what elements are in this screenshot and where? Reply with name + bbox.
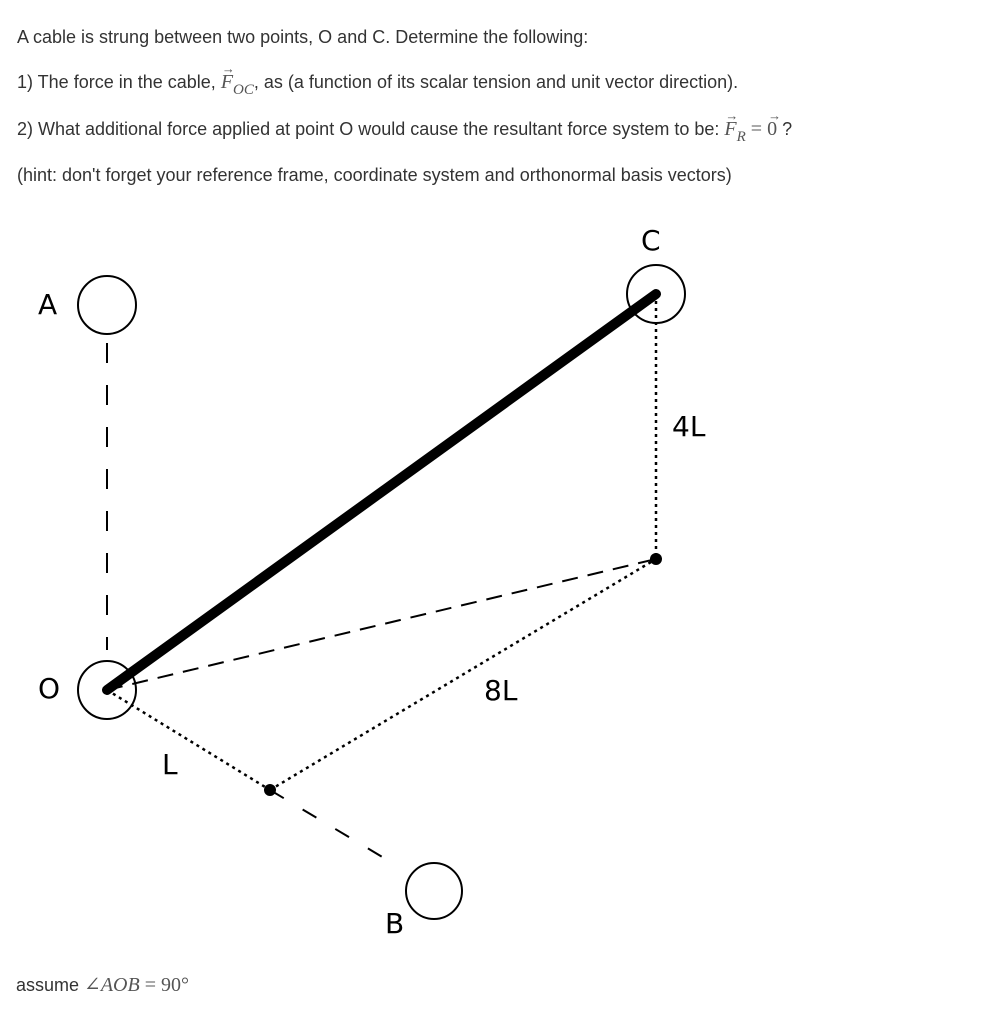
angle-expression <box>84 974 189 996</box>
label-4l: 4L <box>672 410 706 443</box>
angle-name: AOB <box>100 974 140 996</box>
cable-oc <box>107 294 656 690</box>
angle-value: 90° <box>160 974 189 996</box>
cable-diagram <box>0 200 993 960</box>
resultant-equation <box>724 118 778 145</box>
question-2 <box>17 118 793 145</box>
label-l: L <box>162 748 178 781</box>
angle-icon: ∠ <box>84 974 101 996</box>
question-1 <box>17 71 739 98</box>
angle-equals: = <box>144 974 156 996</box>
label-a: A <box>38 288 58 321</box>
question-1-text: 1) The force in the cable, <box>17 72 216 92</box>
question-mark: ? <box>782 119 793 139</box>
axis-ob-dashed <box>270 790 384 858</box>
zero-vector: → 0 <box>767 118 777 140</box>
offset-point-dot <box>264 784 276 796</box>
force-symbol: → F <box>221 71 233 93</box>
equals-sign: = <box>750 118 763 140</box>
label-b: B <box>385 907 405 940</box>
resultant-symbol: → F <box>724 118 736 140</box>
question-1-tail: , as (a function of its scalar tension and unit vector direction). <box>253 72 739 92</box>
hint-text: (hint: don't forget your reference frame, coordinate system and orthonormal basis vectors) <box>17 165 732 185</box>
force-subscript: OC <box>233 82 254 98</box>
label-8l: 8L <box>484 674 518 707</box>
point-b-circle <box>406 863 462 919</box>
dotted-8l-line <box>270 559 656 790</box>
force-oc-symbol <box>220 71 254 98</box>
base-point-dot <box>650 553 662 565</box>
resultant-subscript: R <box>736 129 746 145</box>
point-a-circle <box>78 276 136 334</box>
assumption <box>16 973 189 997</box>
dotted-o-to-b-offset <box>107 690 270 790</box>
question-2-text: 2) What additional force applied at point O would cause the resultant force system to be: <box>17 119 720 139</box>
problem-statement: A cable is strung between two points, O and C. Determine the following: <box>17 27 589 47</box>
label-c: C <box>641 224 661 257</box>
label-o: O <box>38 672 61 705</box>
assume-label: assume <box>16 975 80 995</box>
